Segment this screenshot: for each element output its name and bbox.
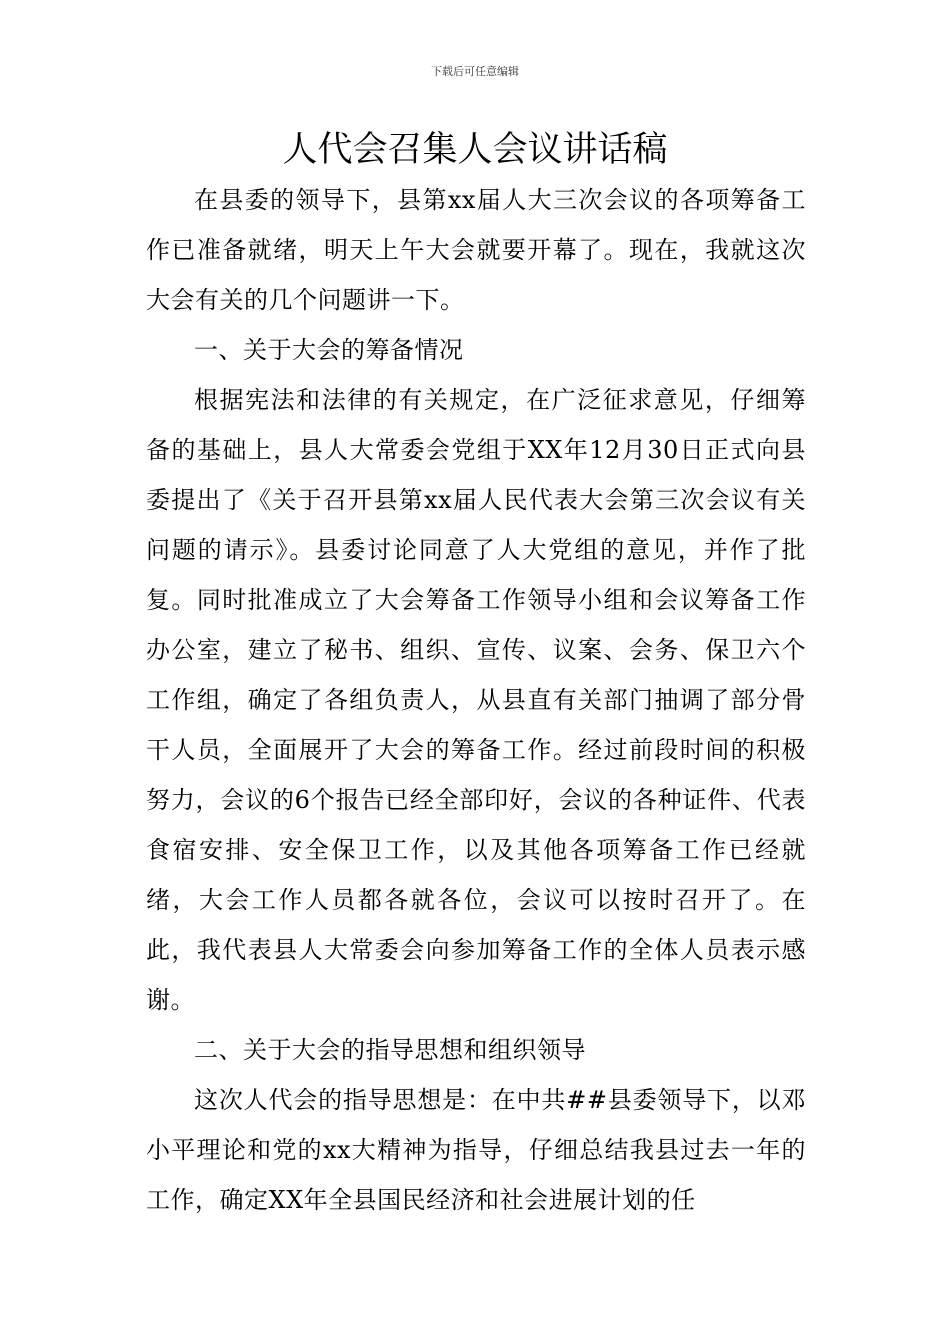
section-heading-preparation: 一、关于大会的筹备情况 [194, 336, 464, 364]
paragraph-guidance: 这次人代会的指导思想是：在中共##县委领导下，以邓小平理论和党的xx大精神为指导，仔细总结我县过去一年的工作，确定XX年全县国民经济和社会进展计划的任 [146, 1086, 806, 1214]
paragraph-intro: 在县委的领导下，县第xx届人大三次会议的各项筹备工作已准备就绪，明天上午大会就要开幕了。现在，我就这次大会有关的几个问题讲一下。 [146, 186, 806, 314]
paragraph-preparation: 根据宪法和法律的有关规定，在广泛征求意见，仔细筹备的基础上，县人大常委会党组于XX年12月30日正式向县委提出了《关于召开县第xx届人民代表大会第三次会议有关问题的请示》。县委讨论同意了人大党组的意见，并作了批复。同时批准成立了大会筹备工作领导小组和会议筹备工作办公室，建立了秘书、组织、宣传、议案、会务、保卫六个工作组，确定了各组负责人，从县直有关部门抽调了部分骨干人员，全面展开了大会的筹备工作。经过前段时间的积极努力，会议的6个报告已经全部印好，会议的各种证件、代表食宿安排、安全保卫工作，以及其他各项筹备工作已经就绪，大会工作人员都各就各位，会议可以按时召开了。在此，我代表县人大常委会向参加筹备工作的全体人员表示感谢。 [146, 386, 806, 1014]
section-heading-guidance: 二、关于大会的指导思想和组织领导 [194, 1036, 586, 1064]
document-body [146, 175, 806, 1225]
header-note: 下载后可任意编辑 [431, 65, 519, 78]
document-title: 人代会召集人会议讲话稿 [282, 130, 668, 170]
